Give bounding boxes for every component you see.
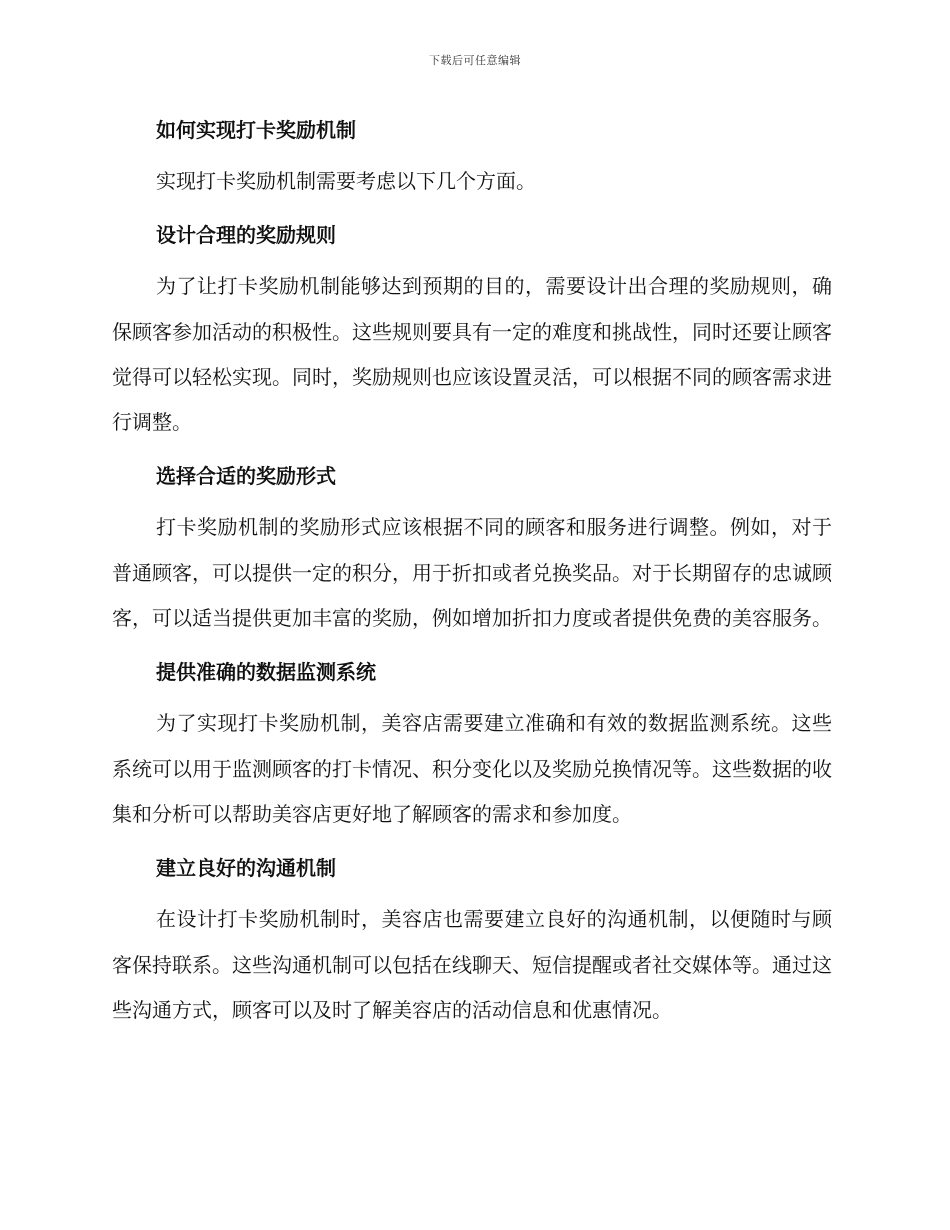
page-header: 下载后可任意编辑 xyxy=(429,54,521,67)
section-paragraph: 实现打卡奖励机制需要考虑以下几个方面。 xyxy=(156,169,536,193)
section-paragraph: 为了实现打卡奖励机制，美容店需要建立准确和有效的数据监测系统。这些系统可以用于监测顾客的打卡情况、积分变化以及奖励兑换情况等。这些数据的收集和分析可以帮助美容店更好地了解顾客的需求和参加度。 xyxy=(112,711,832,826)
section-heading: 选择合适的奖励形式 xyxy=(156,464,336,489)
section-heading: 建立良好的沟通机制 xyxy=(156,856,336,881)
section-heading: 设计合理的奖励规则 xyxy=(156,223,336,248)
section-heading: 如何实现打卡奖励机制 xyxy=(156,118,356,142)
section-paragraph: 为了让打卡奖励机制能够达到预期的目的，需要设计出合理的奖励规则，确保顾客参加活动的积极性。这些规则要具有一定的难度和挑战性，同时还要让顾客觉得可以轻松实现。同时，奖励规则也应该设置灵活，可以根据不同的顾客需求进行调整。 xyxy=(112,274,832,435)
document-body xyxy=(112,112,832,1033)
section-paragraph: 在设计打卡奖励机制时，美容店也需要建立良好的沟通机制，以便随时与顾客保持联系。这些沟通机制可以包括在线聊天、短信提醒或者社交媒体等。通过这些沟通方式，顾客可以及时了解美容店的活动信息和优惠情况。 xyxy=(112,907,832,1022)
section-paragraph: 打卡奖励机制的奖励形式应该根据不同的顾客和服务进行调整。例如，对于普通顾客，可以提供一定的积分，用于折扣或者兑换奖品。对于长期留存的忠诚顾客，可以适当提供更加丰富的奖励，例如增加折扣力度或者提供免费的美容服务。 xyxy=(112,515,832,631)
section-heading: 提供准确的数据监测系统 xyxy=(156,660,376,685)
